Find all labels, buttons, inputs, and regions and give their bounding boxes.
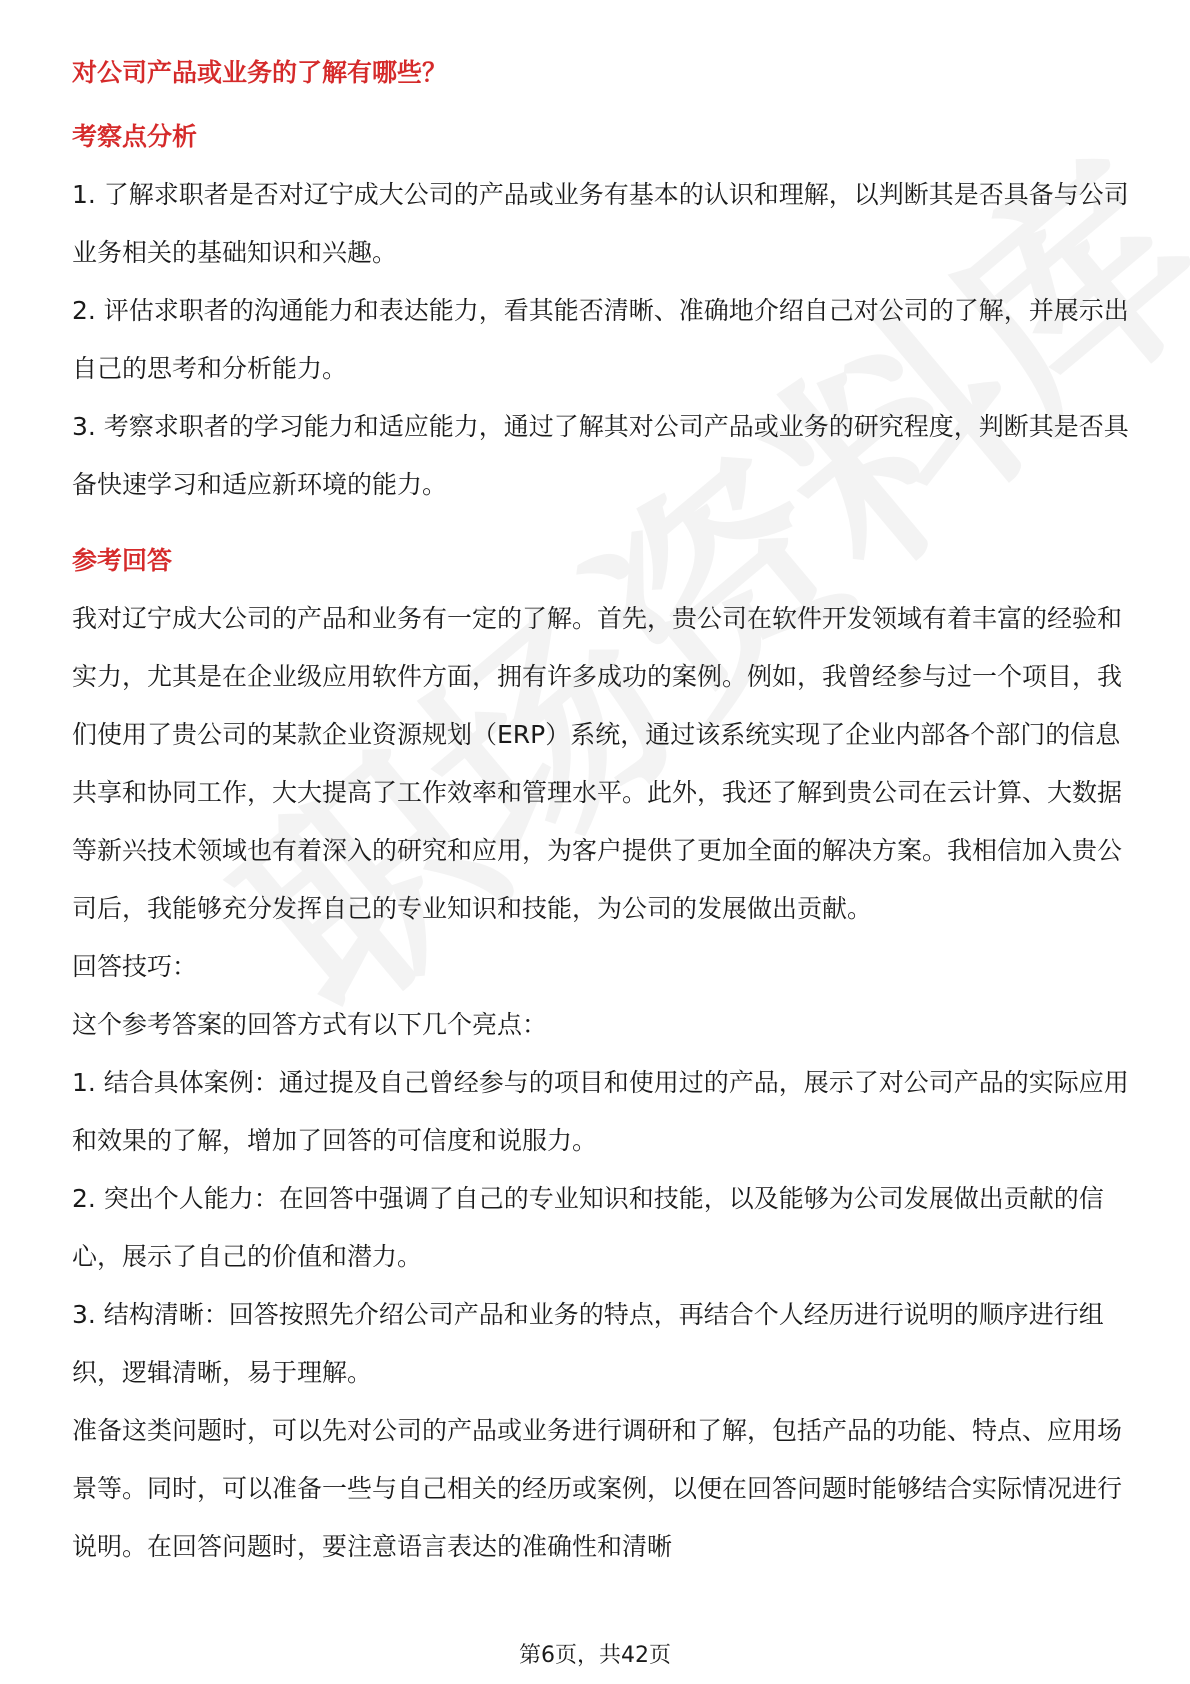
- page-number: 第6页，共42页: [519, 1643, 671, 1668]
- answer-body: 我对辽宁成大公司的产品和业务有一定的了解。首先，贵公司在软件开发领域有着丰富的经验和实力，尤其是在企业级应用软件方面，拥有许多成功的案例。例如，我曾经参与过一个项目，我们使用了贵公司的某款企业资源规划（ERP）系统，通过该系统实现了企业内部各个部门的信息共享和协同工作，大大提高了工作效率和管理水平。此外，我还了解到贵公司在云计算、大数据等新兴技术领域也有着深入的研究和应用，为客户提供了更加全面的解决方案。我相信加入贵公司后，我能够充分发挥自己的专业知识和技能，为公司的发展做出贡献。: [72, 604, 1123, 923]
- analysis-point-1: 1. 了解求职者是否对辽宁成大公司的产品或业务有基本的认识和理解，以判断其是否具备与公司业务相关的基础知识和兴趣。: [72, 180, 1129, 267]
- closing-paragraph: 准备这类问题时，可以先对公司的产品或业务进行调研和了解，包括产品的功能、特点、应用场景等。同时，可以准备一些与自己相关的经历或案例，以便在回答问题时能够结合实际情况进行说明。在回答问题时，要注意语言表达的准确性和清晰: [72, 1416, 1123, 1561]
- answer-heading: 参考回答: [72, 546, 173, 575]
- analysis-point-2: 2. 评估求职者的沟通能力和表达能力，看其能否清晰、准确地介绍自己对公司的了解，并展示出自己的思考和分析能力。: [72, 296, 1129, 383]
- tip-3: 3. 结构清晰：回答按照先介绍公司产品和业务的特点，再结合个人经历进行说明的顺序进行组织，逻辑清晰，易于理解。: [72, 1300, 1104, 1387]
- tips-intro: 这个参考答案的回答方式有以下几个亮点：: [72, 1010, 548, 1039]
- tip-1: 1. 结合具体案例：通过提及自己曾经参与的项目和使用过的产品，展示了对公司产品的实际应用和效果的了解，增加了回答的可信度和说服力。: [72, 1068, 1129, 1155]
- analysis-point-3: 3. 考察求职者的学习能力和适应能力，通过了解其对公司产品或业务的研究程度，判断其是否具备快速学习和适应新环境的能力。: [72, 412, 1129, 499]
- tips-label: 回答技巧：: [72, 952, 198, 981]
- document-body: [72, 46, 1132, 1576]
- analysis-heading: 考察点分析: [72, 122, 198, 151]
- question-heading: 对公司产品或业务的了解有哪些？: [72, 58, 448, 87]
- tip-2: 2. 突出个人能力：在回答中强调了自己的专业知识和技能，以及能够为公司发展做出贡献的信心，展示了自己的价值和潜力。: [72, 1184, 1104, 1271]
